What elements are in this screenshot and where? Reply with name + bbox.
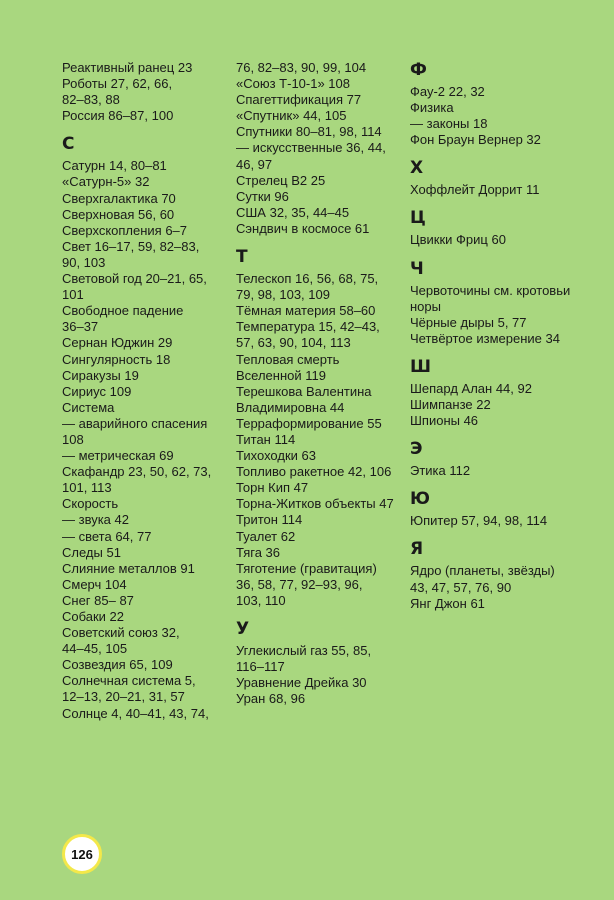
index-entry-line: Сверхновая 56, 60 [62, 206, 175, 222]
index-entry-line: Сутки 96 [236, 188, 289, 204]
section-letter-heading: Ф [410, 60, 427, 80]
index-entry-line: Углекислый газ 55, 85, [236, 643, 372, 658]
section-letter-heading: Ю [410, 489, 430, 510]
index-entry-line: норы [410, 298, 441, 314]
index-section [410, 357, 606, 429]
index-entry-line: 116–117 [236, 659, 285, 675]
section-letter-heading: Ч [410, 258, 424, 279]
index-entry-line: Физика [410, 100, 454, 116]
index-entry-line: Световой год 20–21, 65, [62, 271, 207, 287]
index-entry-line: — звука 42 [62, 512, 129, 528]
index-entry-line: 101 [62, 287, 84, 303]
index-section [410, 259, 606, 347]
section-letter-heading: С [62, 134, 75, 155]
index-entry-line: Собаки 22 [62, 609, 125, 624]
index-section [410, 158, 606, 198]
index-section [410, 489, 606, 529]
section-letter-heading: Э [410, 439, 423, 460]
index-column-1 [62, 60, 230, 722]
index-entry-line: Смерч 104 [62, 576, 127, 592]
index-entry-line: Сернан Юджин 29 [62, 335, 173, 351]
index-section [62, 134, 230, 721]
index-entry-line: 76, 82–83, 90, 99, 104 [236, 60, 367, 75]
index-entry-line: Скорость [62, 496, 119, 512]
index-entry-line: Реактивный ранец 23 [62, 60, 193, 75]
index-entry-line: Владимировна 44 [236, 399, 345, 415]
index-entry-line: 90, 103 [62, 254, 106, 270]
index-entry-line: Тяготение (гравитация) [236, 560, 377, 576]
index-entry-line: 36, 58, 77, 92–93, 96, [236, 576, 363, 592]
index-entry-line: Стрелец В2 25 [236, 172, 326, 188]
index-entry-line: 36–37 [62, 319, 99, 335]
index-entry-line: Тритон 114 [236, 512, 303, 528]
index-entry-line: — метрическая 69 [62, 448, 174, 464]
index-entry-line: Сэндвич в космосе 61 [236, 220, 370, 236]
index-section [236, 247, 406, 609]
index-entry-line: 12–13, 20–21, 31, 57 [62, 689, 185, 705]
index-entry-line: Сингулярность 18 [62, 351, 171, 367]
index-entry-line: Сатурн 14, 80–81 [62, 158, 167, 174]
index-entry-line: Свободное падение [62, 303, 184, 319]
index-entry-line: Тёмная материя 58–60 [236, 303, 376, 319]
index-entry-line: Шимпанзе 22 [410, 397, 491, 413]
index-entry-line: — аварийного спасения [62, 415, 208, 431]
index-entry-line: Уравнение Дрейка 30 [236, 675, 367, 691]
index-entry-line: Хоффлейт Доррит 11 [410, 182, 540, 198]
index-entry-line: «Спутник» 44, 105 [236, 108, 347, 124]
index-entry-line: Четвёртое измерение 34 [410, 330, 560, 346]
index-entry-line: 46, 97 [236, 156, 273, 172]
index-entry-line: Спутники 80–81, 98, 114 [236, 124, 382, 140]
section-letter-heading: Ц [410, 208, 426, 229]
index-entry-line: Шпионы 46 [410, 413, 479, 429]
index-entry-line: Следы 51 [62, 544, 121, 560]
index-section [410, 539, 606, 611]
index-entry-line: Торна-Житков объекты 47 [236, 496, 394, 512]
index-entry-line: Свет 16–17, 59, 82–83, [62, 238, 200, 254]
index-entry-line: Слияние металлов 91 [62, 560, 195, 576]
index-entry-line: Чёрные дыры 5, 77 [410, 314, 527, 330]
index-entry-line: Сиракузы 19 [62, 367, 139, 383]
index-entry-line: Температура 15, 42–43, [236, 319, 380, 335]
index-entry-line: 57, 63, 90, 104, 113 [236, 335, 351, 351]
index-entry-line: Тяга 36 [236, 544, 281, 560]
index-entry-line: 44–45, 105 [62, 641, 128, 657]
index-entry-line: Ядро (планеты, звёзды) [410, 563, 555, 579]
index-entry-line: Фон Браун Вернер 32 [410, 132, 541, 148]
index-entry-line: Фау-2 22, 32 [410, 84, 485, 99]
index-entry-line: «Союз Т-10-1» 108 [236, 76, 350, 92]
index-section [236, 619, 406, 707]
section-letter-heading: Я [410, 539, 424, 560]
section-letter-heading: Ш [410, 356, 432, 377]
section-letter-heading: У [236, 619, 250, 639]
index-entry-line: Шепард Алан 44, 92 [410, 380, 532, 396]
index-entry-line: 101, 113 [62, 480, 112, 496]
index-entry-line: Янг Джон 61 [410, 595, 485, 611]
index-section [410, 208, 606, 248]
index-entry-line: Система [62, 399, 115, 415]
index-entry-line: Торн Кип 47 [236, 480, 309, 496]
index-section [62, 60, 230, 124]
index-entry-line: Сверхгалактика 70 [62, 190, 176, 206]
index-column-2 [236, 60, 406, 707]
index-entry-line: Терраформирование 55 [236, 415, 382, 431]
index-entry-line: Сверхскопления 6–7 [62, 222, 188, 238]
index-entry-line: Юпитер 57, 94, 98, 114 [410, 513, 548, 529]
index-entry-line: Уран 68, 96 [236, 691, 306, 707]
index-entry-line: Червоточины см. кротовьи [410, 282, 571, 298]
index-entry-line: 79, 98, 103, 109 [236, 287, 330, 303]
index-entry-line: Телескоп 16, 56, 68, 75, [236, 271, 379, 287]
index-entry-line: Россия 86–87, 100 [62, 108, 174, 124]
index-entry-line: Спагеттификация 77 [236, 92, 362, 108]
index-entry-line: США 32, 35, 44–45 [236, 204, 350, 220]
index-entry-line: Сириус 109 [62, 383, 132, 399]
index-entry-line: 103, 110 [236, 592, 286, 608]
index-entry-line: Туалет 62 [236, 528, 296, 544]
index-entry-line: Цвикки Фриц 60 [410, 232, 506, 248]
index-entry-line: Роботы 27, 62, 66, [62, 76, 173, 92]
index-entry-line: Терешкова Валентина [236, 383, 372, 399]
index-entry-line: Солнечная система 5, [62, 673, 196, 689]
index-entry-line: Тихоходки 63 [236, 448, 316, 464]
index-entry-line: 82–83, 88 [62, 92, 120, 108]
index-section [410, 60, 606, 148]
index-entry-line: «Сатурн-5» 32 [62, 174, 150, 190]
index-entry-line: 43, 47, 57, 76, 90 [410, 579, 512, 595]
index-section [236, 60, 406, 237]
section-letter-heading: Х [410, 158, 424, 179]
index-entry-line: Солнце 4, 40–41, 43, 74, [62, 705, 209, 721]
index-entry-line: Вселенной 119 [236, 367, 326, 383]
index-entry-line: Скафандр 23, 50, 62, 73, [62, 464, 212, 480]
section-letter-heading: Т [236, 247, 248, 268]
index-entry-line: Этика 112 [410, 463, 471, 479]
index-column-3 [410, 60, 606, 612]
index-entry-line: Титан 114 [236, 431, 296, 447]
index-entry-line: Тепловая смерть [236, 351, 340, 367]
index-entry-line: Созвездия 65, 109 [62, 657, 173, 673]
index-entry-line: 108 [62, 431, 84, 447]
index-entry-line: Топливо ракетное 42, 106 [236, 464, 392, 480]
index-entry-line: — законы 18 [410, 116, 488, 132]
page-number-badge: 126 [62, 834, 102, 874]
index-entry-line: — искусственные 36, 44, [236, 140, 386, 156]
index-entry-line: — света 64, 77 [62, 528, 152, 544]
index-section [410, 439, 606, 479]
index-entry-line: Снег 85– 87 [62, 592, 134, 608]
index-entry-line: Советский союз 32, [62, 625, 180, 641]
